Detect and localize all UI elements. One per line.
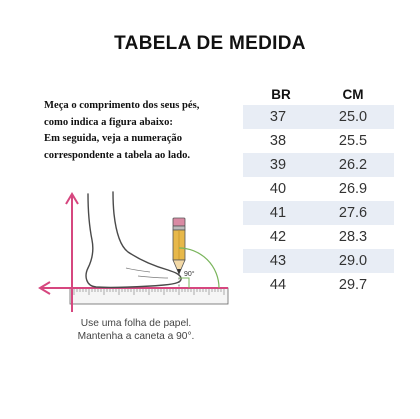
cm-size: 26.2 [338,157,368,173]
pencil-icon [173,218,185,274]
cm-size: 25.0 [338,109,368,125]
cm-size: 29.7 [338,277,368,293]
instruction-line: correspondente a tabela ao lado. [44,149,191,161]
foot-measurement-illustration [30,184,235,324]
table-row [243,105,394,129]
cm-size: 25.5 [338,133,368,149]
cm-size: 27.6 [338,205,368,221]
br-size: 41 [269,205,287,221]
foot-detail-lines [126,268,168,278]
br-size: 38 [269,133,287,149]
page-title: TABELA DE MEDIDA [114,33,306,54]
table-row [243,153,394,177]
caption-line: Use uma folha de papel. [80,318,192,329]
br-size: 44 [269,277,287,293]
table-row [243,249,394,273]
ruler [70,288,228,304]
caption [56,318,216,343]
size-table [243,84,394,297]
instruction-line: Em seguida, veja a numeração [44,133,183,144]
br-size: 39 [269,157,287,173]
br-size: 37 [269,109,287,125]
header-cm: CM [342,87,364,102]
instruction-line: como indica a figura abaixo: [44,116,173,128]
pencil-ferrule [173,226,185,230]
cm-size: 26.9 [338,181,368,197]
table-row [243,129,394,153]
foot-outline [86,192,181,287]
table-row [243,177,394,201]
cm-size: 29.0 [338,253,368,269]
header-br: BR [271,87,291,102]
table-row [243,225,394,249]
instructions-text [44,98,244,164]
pencil-eraser [173,218,185,226]
br-size: 40 [269,181,287,197]
cm-size: 28.3 [338,229,368,245]
angle-label: 90° [184,271,195,278]
size-table-header [243,84,394,105]
br-size: 42 [269,229,287,245]
instruction-line: Meça o comprimento dos seus pés, [44,100,200,111]
caption-line: Mantenha a caneta a 90°. [77,330,195,342]
table-row [243,273,394,297]
table-row [243,201,394,225]
br-size: 43 [269,253,287,269]
